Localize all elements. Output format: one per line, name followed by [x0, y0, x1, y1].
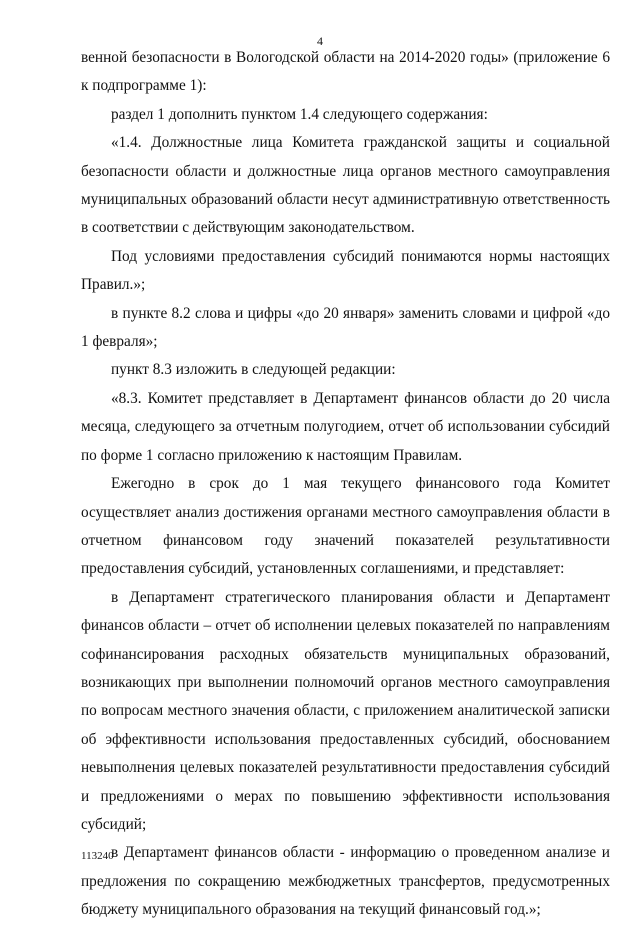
paragraph-subsidy-conditions: Под условиями предоставления субсидий понимаются нормы настоящих Правил.»;	[81, 247, 610, 294]
paragraph-strategic-planning-report: в Департамент стратегического планирования области и Департамент финансов области – отчет об исполнении целевых показателей по направлениям софинансирования расходных обязательств муниципальных образований, возникающих при выполнении полномочий органов местного самоуправления по вопросам местного значения области, с приложением аналитической записки об эффективности использования предоставленных субсидий, обоснованием невыполнения целевых показателей результативности предоставления субсидий и предложениями о мерах по повышению эффективности использования субсидий;	[81, 588, 610, 833]
paragraph-finance-department-info: в Департамент финансов области - информацию о проведенном анализе и предложения по сокращению межбюджетных трансфертов, предусмотренных бюджету муниципального образования на текущий финансовый год.»;	[81, 844, 610, 919]
paragraph-section-1-amendment: раздел 1 дополнить пунктом 1.4 следующего содержания:	[111, 105, 488, 123]
paragraph-clause-8-3: «8.3. Комитет представляет в Департамент финансов области до 20 числа месяца, следующего за отчетным полугодием, отчет об использовании субсидий по форме 1 согласно приложению к настоящим Правилам.	[81, 389, 610, 464]
paragraph-annual-analysis: Ежегодно в срок до 1 мая текущего финансового года Комитет осуществляет анализ достижения органами местного самоуправления области в отчетном финансовом году значений показателей результативности предоставления субсидий, установленных соглашениями, и представляет:	[81, 475, 610, 578]
paragraph-clause-8-2: в пункте 8.2 слова и цифры «до 20 января» заменить словами и цифрой «до 1 февраля»;	[81, 304, 610, 351]
page-number: 4	[317, 34, 323, 48]
document-body	[81, 44, 610, 925]
paragraph-clause-1-4: «1.4. Должностные лица Комитета гражданской защиты и социальной безопасности области и должностные лица органов местного самоуправления муниципальных образований области несут административную ответственность в соответствии с действующим законодательством.	[81, 134, 610, 237]
document-code: 113240	[81, 850, 114, 862]
paragraph-continuation: венной безопасности в Вологодской области на 2014-2020 годы» (приложение 6 к подпрограмме 1):	[81, 49, 610, 95]
paragraph-clause-8-3-intro: пункт 8.3 изложить в следующей редакции:	[111, 361, 396, 379]
